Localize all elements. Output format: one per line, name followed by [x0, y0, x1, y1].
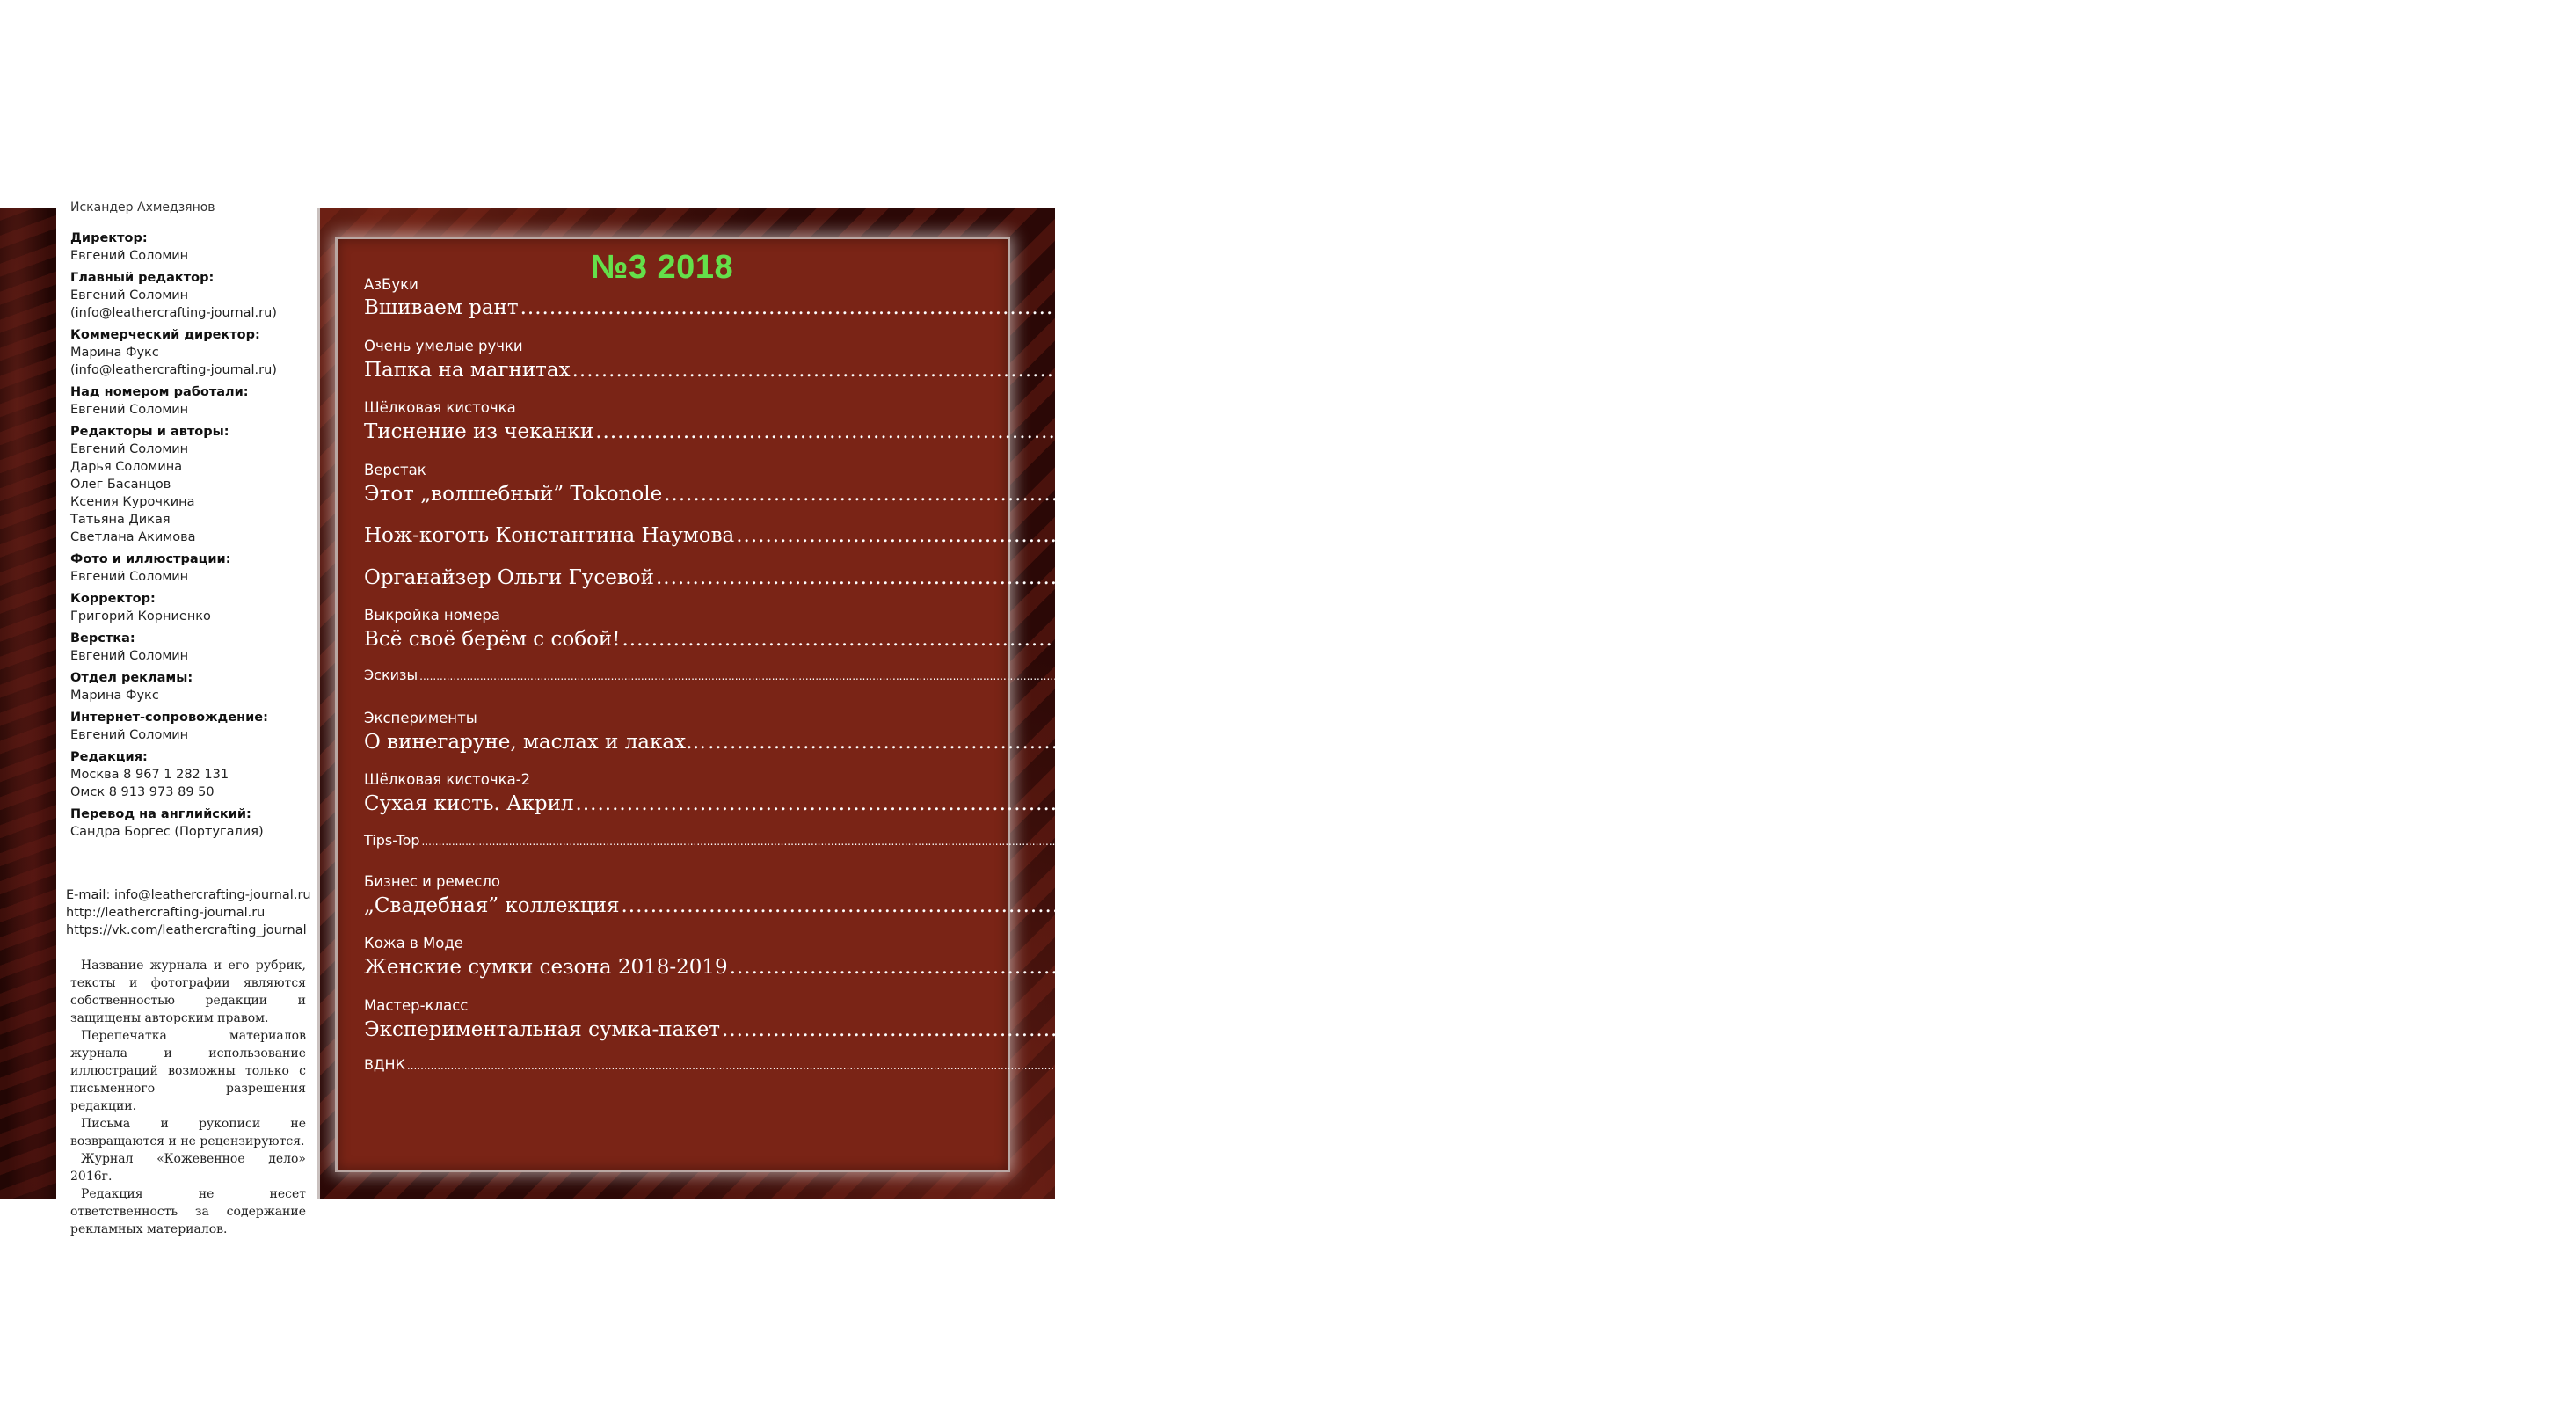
credit-name: Марина Фукс [70, 689, 159, 703]
toc-entry-page: 9 [2385, 359, 2399, 382]
toc-entry-page: 59 [1255, 832, 1273, 849]
toc-entry-title: Женские сумки сезона 2018-2019 [364, 956, 728, 979]
legal-paragraph: Редакция не несет ответственность за содержание рекламных материалов. [70, 1187, 306, 1236]
toc-category: Мастер-класс [364, 997, 469, 1014]
credit-chief-editor [70, 270, 308, 322]
toc-entry-page: 28 [2550, 524, 2576, 547]
toc-entry[interactable] [364, 893, 2461, 919]
credit-name: Григорий Корниенко [70, 609, 211, 623]
credit-role: Главный редактор: [70, 271, 215, 285]
credit-name: Евгений Соломин [70, 649, 189, 663]
toc-leader-dots [656, 565, 2468, 591]
toc-entry[interactable] [364, 565, 2496, 591]
credit-role: Верстка: [70, 631, 135, 645]
credit-role: Корректор: [70, 592, 156, 606]
credit-name: Ксения Курочкина [70, 495, 195, 509]
legal-notice [70, 957, 306, 1238]
toc-category: Бизнес и ремесло [364, 873, 500, 890]
credit-name: Татьяна Дикая [70, 513, 171, 527]
credit-name: Евгений Соломин [70, 288, 189, 303]
toc-entry[interactable] [364, 295, 2347, 321]
credit-translation [70, 806, 308, 841]
legal-paragraph: Перепечатка материалов журнала и использование иллюстраций возможны только с письменного разрешения редакции. [70, 1029, 306, 1113]
toc-entry[interactable] [364, 729, 2548, 755]
toc-entry-title: „Свадебная” коллекция [364, 894, 620, 917]
credit-role: Над номером работали: [70, 385, 249, 399]
toc-entry[interactable] [364, 357, 2399, 383]
toc-category: Кожа в Моде [364, 935, 463, 951]
credit-internet [70, 710, 308, 744]
toc-entry-title: Сухая кисть. Акрил [364, 792, 574, 815]
credit-director [70, 230, 308, 265]
credit-role: Отдел рекламы: [70, 671, 193, 685]
toc-entry[interactable] [364, 954, 2570, 981]
toc-leader-dots [576, 791, 2388, 817]
toc-entry-page: 68 [2536, 1018, 2562, 1041]
toc-entry-page: 60 [2434, 894, 2461, 917]
toc-entry-page: 31 [2435, 628, 2462, 651]
toc-entry-page: 5 [2333, 296, 2347, 319]
toc-leader-dots [419, 666, 1251, 686]
toc-entry[interactable] [364, 791, 2415, 817]
toc-entry[interactable] [364, 666, 1271, 686]
toc-leader-dots [708, 729, 2520, 755]
legal-paragraph: Журнал «Кожевенное дело» 2016г. [70, 1152, 306, 1184]
credit-editors-authors [70, 424, 308, 546]
toc-entry[interactable] [364, 1017, 2562, 1043]
toc-leader-dots [407, 1055, 1239, 1075]
contact-email: E-mail: info@leathercrafting-journal.ru [66, 888, 311, 902]
toc-category: Шёлковая кисточка-2 [364, 771, 531, 788]
credit-name: Евгений Соломин [70, 570, 189, 584]
credit-role: Интернет-сопровождение: [70, 711, 268, 725]
legal-paragraph: Название журнала и его рубрик, тексты и фотографии являются собственностью редакции и защищены авторским правом. [70, 959, 306, 1025]
toc-entry-title: Экспериментальная сумка-пакет [364, 1018, 721, 1041]
toc-entry-title: Вшиваем рант [364, 296, 519, 319]
credits-cut-line: Искандер Ахмедзянов [70, 200, 215, 215]
credit-name: Евгений Соломин [70, 442, 189, 456]
credit-commercial-director [70, 327, 308, 379]
credit-issue-team [70, 384, 308, 419]
credits [70, 200, 308, 846]
toc-entry-page: 48 [2521, 731, 2548, 754]
credit-name: Евгений Соломин [70, 403, 189, 417]
toc-entry-page: 70 [1240, 1056, 1259, 1073]
credit-name: Евгений Соломин [70, 728, 189, 742]
credit-email: (info@leathercrafting-journal.ru) [70, 363, 277, 377]
leather-border-left [0, 208, 56, 1199]
credit-role: Редакторы и авторы: [70, 425, 229, 439]
toc-leader-dots [622, 626, 2434, 652]
toc-entry-title: Эскизы [364, 667, 418, 683]
toc-leader-dots [572, 357, 2384, 383]
credit-role: Фото и иллюстрации: [70, 552, 231, 566]
toc-entry-page: 30 [2470, 566, 2496, 589]
toc-leader-dots [722, 1017, 2534, 1043]
toc-category: Очень умелые ручки [364, 338, 523, 354]
credit-role: Директор: [70, 231, 148, 245]
toc-entry[interactable] [364, 831, 1273, 851]
toc-entry[interactable] [364, 481, 2504, 507]
toc-entry[interactable] [364, 419, 2435, 445]
credit-name: Марина Фукс [70, 346, 159, 360]
credit-layout [70, 631, 308, 665]
toc-leader-dots [520, 295, 2332, 321]
toc-leader-dots [621, 893, 2433, 919]
magazine-spread [0, 200, 2576, 1236]
credit-role: Коммерческий директор: [70, 328, 260, 342]
credit-name: Светлана Акимова [70, 530, 196, 544]
contact-website: http://leathercrafting-journal.ru [66, 906, 266, 920]
toc-entry-title: Этот „волшебный” Tokonole [364, 483, 663, 506]
toc-leader-dots [730, 954, 2542, 981]
credit-role: Редакция: [70, 750, 148, 764]
toc-entry-title: Органайзер Ольги Гусевой [364, 566, 654, 589]
legal-paragraph: Письма и рукописи не возвращаются и не рецензируются. [70, 1117, 306, 1148]
credit-phone: Омск 8 913 973 89 50 [70, 785, 215, 799]
issue-title: №3 2018 [591, 249, 734, 286]
credit-photo [70, 551, 308, 586]
toc-category: Выкройка номера [364, 607, 500, 623]
toc-entry[interactable] [364, 522, 2576, 549]
contacts [66, 886, 317, 939]
toc-entry-title: Всё своё берём с собой! [364, 628, 621, 651]
toc-leader-dots [664, 481, 2476, 507]
toc-category: Шёлковая кисточка [364, 399, 516, 416]
toc-entry-title: Папка на магнитах [364, 359, 571, 382]
contact-vk: https://vk.com/leathercrafting_journal [66, 923, 307, 937]
toc-leader-dots [595, 419, 2407, 445]
credit-proofreader [70, 591, 308, 625]
credit-role: Перевод на английский: [70, 807, 251, 821]
toc-entry[interactable] [364, 626, 2462, 652]
toc-entry-title: Тиснение из чеканки [364, 420, 594, 443]
toc-entry-title: ВДНК [364, 1056, 405, 1073]
toc-entry-page: 25 [2478, 483, 2504, 506]
credit-name: Сандра Боргес (Португалия) [70, 825, 264, 839]
toc-category: Эксперименты [364, 710, 477, 726]
toc-entry-page: 35 [1253, 667, 1271, 683]
credit-advertising [70, 670, 308, 704]
credit-name: Дарья Соломина [70, 460, 183, 474]
toc-leader-dots [422, 831, 1254, 851]
toc-category: Верстак [364, 462, 426, 478]
toc-entry-page: 17 [2409, 420, 2435, 443]
toc-entry[interactable] [364, 1055, 1259, 1075]
toc-entry-page: 64 [2543, 956, 2570, 979]
credit-phone: Москва 8 967 1 282 131 [70, 768, 229, 782]
credit-name: Олег Басанцов [70, 478, 171, 492]
toc-leader-dots [736, 522, 2548, 549]
credit-name: Евгений Соломин [70, 249, 189, 263]
toc-entry-page: 50 [2389, 792, 2415, 815]
toc-category: АзБуки [364, 276, 418, 293]
credit-email: (info@leathercrafting-journal.ru) [70, 306, 277, 320]
toc-entry-title: Tips-Top [364, 832, 420, 849]
toc-entry-title: О винегаруне, маслах и лаках… [364, 731, 707, 754]
toc-entry-title: Нож-коготь Константина Наумова [364, 524, 735, 547]
credit-office [70, 749, 308, 801]
